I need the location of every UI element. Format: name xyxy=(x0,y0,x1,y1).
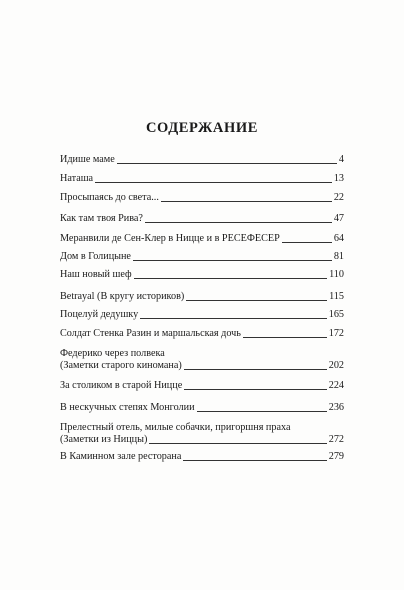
toc-entry xyxy=(60,154,344,166)
toc-entry xyxy=(60,402,344,414)
toc-entry xyxy=(60,328,344,340)
toc-entry-title: Как там твоя Рива? xyxy=(60,213,143,224)
toc-entry-title: Наш новый шеф xyxy=(60,269,132,280)
toc-entry-page: 81 xyxy=(333,251,344,262)
toc-entry-title: Betrayal (В кругу историков) xyxy=(60,291,185,302)
toc-entry-title-line1: Прелестный отель, милые собачки, пригоршня праха xyxy=(60,422,291,433)
toc-entry xyxy=(60,291,344,303)
toc-entry-page: 224 xyxy=(328,380,344,391)
toc-entry xyxy=(60,269,344,281)
toc-entry-page: 202 xyxy=(328,360,344,371)
toc-entry-title: Поцелуй дедушку xyxy=(60,309,139,320)
toc-entry-title: За столиком в старой Ницце xyxy=(60,380,183,391)
toc-entry-title: Солдат Стенка Разин и маршальская дочь xyxy=(60,328,241,339)
toc-entry xyxy=(60,173,344,185)
toc-entry-page: 13 xyxy=(333,173,344,184)
dot-leader xyxy=(186,300,327,301)
dot-leader xyxy=(95,182,332,183)
toc-entry-title-line1: Федерико через полвека xyxy=(60,348,165,359)
dot-leader xyxy=(149,443,326,444)
dot-leader xyxy=(184,389,326,390)
dot-leader xyxy=(140,318,327,319)
toc-entry xyxy=(60,251,344,263)
dot-leader xyxy=(133,260,332,261)
toc-entry-page: 110 xyxy=(329,269,344,280)
dot-leader xyxy=(243,337,327,338)
dot-leader xyxy=(184,369,327,370)
toc-entry-page: 272 xyxy=(328,434,344,445)
toc-entry-title: Меранвили де Сен-Клер в Ницце и в РЕСЕФЕСЕР xyxy=(60,233,280,244)
toc-entry-page: 115 xyxy=(329,291,344,302)
page-title: СОДЕРЖАНИЕ xyxy=(145,120,259,136)
dot-leader xyxy=(117,163,337,164)
dot-leader xyxy=(145,222,332,223)
toc-entry xyxy=(60,233,344,245)
toc-entry xyxy=(60,309,344,321)
toc-entry-title: (Заметки из Ниццы) xyxy=(60,434,148,445)
toc-entry-title: Дом в Голицыне xyxy=(60,251,131,262)
toc-entry-page: 172 xyxy=(328,328,344,339)
dot-leader xyxy=(197,411,327,412)
toc-entry-page: 236 xyxy=(328,402,344,413)
toc-entry-title: В Каминном зале ресторана xyxy=(60,451,182,462)
toc-entry-page: 4 xyxy=(338,154,344,165)
toc-entry-title: Идише маме xyxy=(60,154,115,165)
toc-entry xyxy=(60,348,344,372)
toc-entry-title: Наташа xyxy=(60,173,94,184)
dot-leader xyxy=(183,460,326,461)
toc-entry-page: 64 xyxy=(333,233,344,244)
toc-entry-page: 279 xyxy=(328,451,344,462)
toc-entry xyxy=(60,192,344,204)
toc-entry-page: 22 xyxy=(333,192,344,203)
toc-entry-title: Просыпаясь до света... xyxy=(60,192,159,203)
toc-entry-page: 47 xyxy=(333,213,344,224)
toc-entry xyxy=(60,380,344,392)
toc-entry-title: В нескучных степях Монголии xyxy=(60,402,195,413)
toc-entry xyxy=(60,451,344,463)
toc-entry-title: (Заметки старого киномана) xyxy=(60,360,182,371)
toc-entry xyxy=(60,213,344,225)
toc-entry-page: 165 xyxy=(328,309,344,320)
dot-leader xyxy=(161,201,332,202)
toc-entry xyxy=(60,422,344,446)
dot-leader xyxy=(282,242,332,243)
dot-leader xyxy=(134,278,328,279)
